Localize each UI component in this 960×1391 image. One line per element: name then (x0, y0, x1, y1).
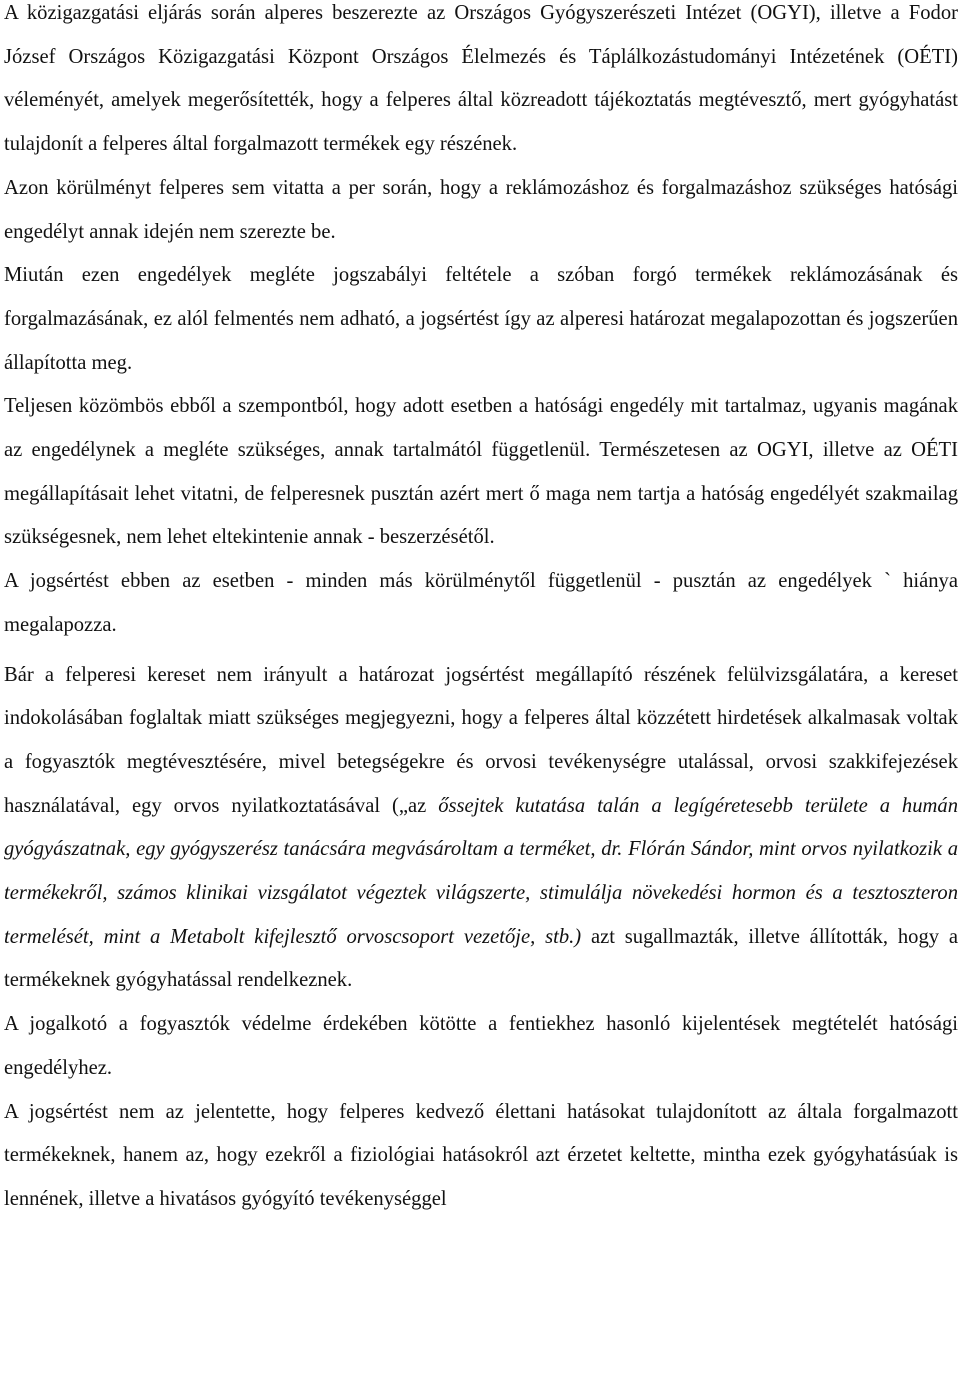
paragraph (4, 167, 958, 254)
italic-quote-text: őssejtek kutatása talán a legígéretesebb területe a humán gyógyászatnak, egy gyógyszerész tanácsára megvásároltam a terméket, dr. Flórán Sándor, mint orvos nyilatkozik a termékekről, számos klinikai vizsgálatot végeztek világszerte, stimulálja növekedési hormon és a tesztoszteron termelését, mint a Metabolt kifejlesztő orvoscsoport vezetője, stb.) (4, 794, 958, 948)
paragraph-text: Bár a felperesi kereset nem irányult a határozat jogsértést megállapító részének felülvizsgálatára, a kereset indokolásában foglaltak miatt szükséges megjegyezni, hogy a felperes által közzétett hirdetések alkalmasak voltak a fogyasztók megtévesztésére, mivel betegségekre és orvosi tevékenységre utalással, orvosi szakkifejezések használatával, egy orvos nyilatkoztatásával („az (4, 663, 958, 817)
paragraph (4, 385, 958, 560)
paragraph-text: azt sugallmazták, illetve állították, hogy a termékeknek gyógyhatással rendelkeznek. (4, 925, 958, 992)
paragraph (4, 254, 958, 385)
paragraph (4, 1003, 958, 1090)
paragraph (4, 0, 958, 167)
paragraph-text: A jogalkotó a fogyasztók védelme érdekében kötötte a fentiekhez hasonló kijelentések megtételét hatósági engedélyhez. (4, 1013, 958, 1079)
paragraph-text: Miután ezen engedélyek megléte jogszabályi feltétele a szóban forgó termékek reklámozásának és forgalmazásának, ez alól felmentés nem adható, a jogsértést így az alperesi határozat megalapozottan és jogszerűen állapította meg. (4, 264, 958, 374)
paragraph (4, 1091, 958, 1222)
document-body (4, 0, 958, 1222)
paragraph-text: A jogsértést ebben az esetben - minden más körülménytől függetlenül - pusztán az engedélyek ` hiánya megalapozza. (4, 570, 958, 636)
paragraph-text: A közigazgatási eljárás során alperes beszerezte az Országos Gyógyszerészeti Intézet (OGYI), illetve a Fodor József Országos Közigazgatási Központ Országos Élelmezés és Táplálkozástudományi Intézetének (OÉTI) véleményét, amelyek megerősítették, hogy a felperes által közreadott tájékoztatás megtévesztő, mert gyógyhatást tulajdonít a felperes által forgalmazott termékek egy részének. (4, 2, 958, 156)
paragraph (4, 654, 958, 1004)
paragraph-text: Teljesen közömbös ebből a szempontból, hogy adott esetben a hatósági engedély mit tartalmaz, ugyanis magának az engedélynek a megléte szükséges, annak tartalmától függetlenül. Természetesen az OGYI, illetve az OÉTI megállapításait lehet vitatni, de felperesnek pusztán azért mert ő maga nem tartja a hatóság engedélyét szakmailag szükségesnek, nem lehet eltekintenie annak - beszerzésétől. (4, 395, 958, 549)
paragraph-text: Azon körülményt felperes sem vitatta a per során, hogy a reklámozáshoz és forgalmazáshoz szükséges hatósági engedélyt annak idején nem szerezte be. (4, 176, 958, 243)
paragraph (4, 560, 958, 647)
paragraph-text: A jogsértést nem az jelentette, hogy felperes kedvező élettani hatásokat tulajdonított az általa forgalmazott termékeknek, hanem az, hogy ezekről a fiziológiai hatásokról azt érzetet keltette, mintha ezek gyógyhatásúak is lennének, illetve a hivatásos gyógyító tevékenységgel (4, 1100, 958, 1210)
